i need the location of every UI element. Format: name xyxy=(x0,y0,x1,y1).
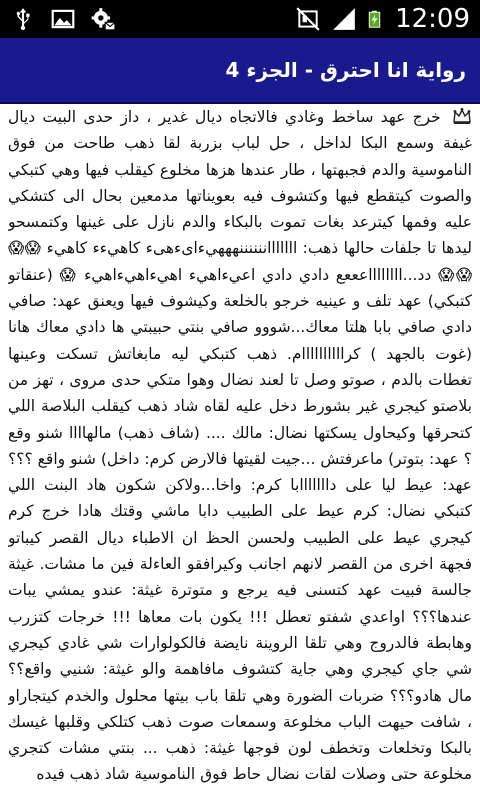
signal-icon xyxy=(331,6,357,32)
page-title: رواية انا احترق - الجزء 4 xyxy=(225,58,466,82)
system-icons xyxy=(295,3,470,35)
status-bar xyxy=(0,0,480,38)
battery-charging-icon xyxy=(367,6,385,32)
image-icon xyxy=(50,6,76,32)
crown-icon xyxy=(452,107,472,125)
notification-icons xyxy=(10,6,116,32)
story-content[interactable] xyxy=(8,104,472,800)
clock: 12:09 xyxy=(395,4,470,34)
action-bar xyxy=(0,38,480,104)
usb-icon xyxy=(10,6,36,32)
story-paragraph xyxy=(8,104,472,788)
story-text: خرج عهد ساخط وغادي فالاتجاه ديال غدير ، داز حدى البيت ديال غيفة وسمع البكا لداخل ، حل لباب بزربة لقا ذهب طاحت من فوق الناموسية والدم فجبهتها ، طار عندها هزها مخلوع كيقلب فيها وهي كتبكي والصوت كيتقطع فيها وكتشوف فيه بعويناتها مدمعين بحال الى كتشكي عليه وفمها كيترعد بغات تموت بالبكاء والدم نازل على غينها وكتمسحو ليدها تا جلفات حالها ذهب: اااااااننننننهههيءاىءهىء كاهيءء كاهيء 😱😱😱😱 دد...ااااااااعععع دادي دادي اعيءاهيء اهيءاهيءاهيء 😱 (عنقاتو كتبكي) عهد تلف و عينيه خرجو بالخلعة وكيشوف فيها ويعنق عهد: صافي دادي صافي بابا هلتا معاك...شووو صافي بنتي حبيبتي ها دادي معاك هانا (غوت بالجهد ) كراااااااااام. ذهب كتبكي ليه مابغاتش تسكت وعينها تغطات بالدم ، صوتو وصل تا لعند نضال وهوا متكي حدى مروى ، تهز من بلاصتو كيجري غير بشورط دخل عليه لقاه شاد ذهب كيقلب البلاصة اللي كتحرقها وكيحاول يسكتها نضال: مالك .... (شاف ذهب) مالهاااا شنو وقع ؟ عهد: بتوتر) ماعرفتش ...جيت لقيتها فالارض كرم: داخل) شنو واقع ؟؟؟ عهد: عيط ليا على دااااااابا كرم: واخا...ولاكن شكون هاد البنت اللي كتبكي نضال: كرم عيط على الطبيب دابا ماشي وقتك هادا خرج كرم كيجري عيط على الطبيب ولحسن الحظ ان الاطباء ديال القصر كيباتو فجهة اخرى من القصر لانهم اجانب وكيرافقو العاءلة فين ما مشات. غيثة جالسة فبيت عهد كتسنى فيه يرجع و متوترة غيثة: عندو يمشي يبات عندها؟؟؟ اواعدي شفتو تعطل !!! يكون بات معاها !!! خرجات كتزرب وهابطة فالدروج وهي تلقا الروينة نايضة فالكولوارات شي غادي كيجري شي جاي كيجري وهي جاية كتشوف مافاهمة والو غيثة: شنيي واقع؟؟ مال هادو؟؟؟ ضربات الضورة وهي تلقا باب بيتها محلول والخدم كيتجاراو ، شافت حيهت الباب مخلوعة وسمعات صوت ذهب كتلكي وقلبها غيسك بالبكا وتخلعات وتخطف لون فوجها غيثة: ذهب ... بنتي مشات كتجري مخلوعة حتى وصلات لقات نضال حاط فوق الناموسية شاد ذهب فيده xyxy=(8,108,472,784)
mute-icon xyxy=(295,6,321,32)
settings-notification-icon xyxy=(90,6,116,32)
